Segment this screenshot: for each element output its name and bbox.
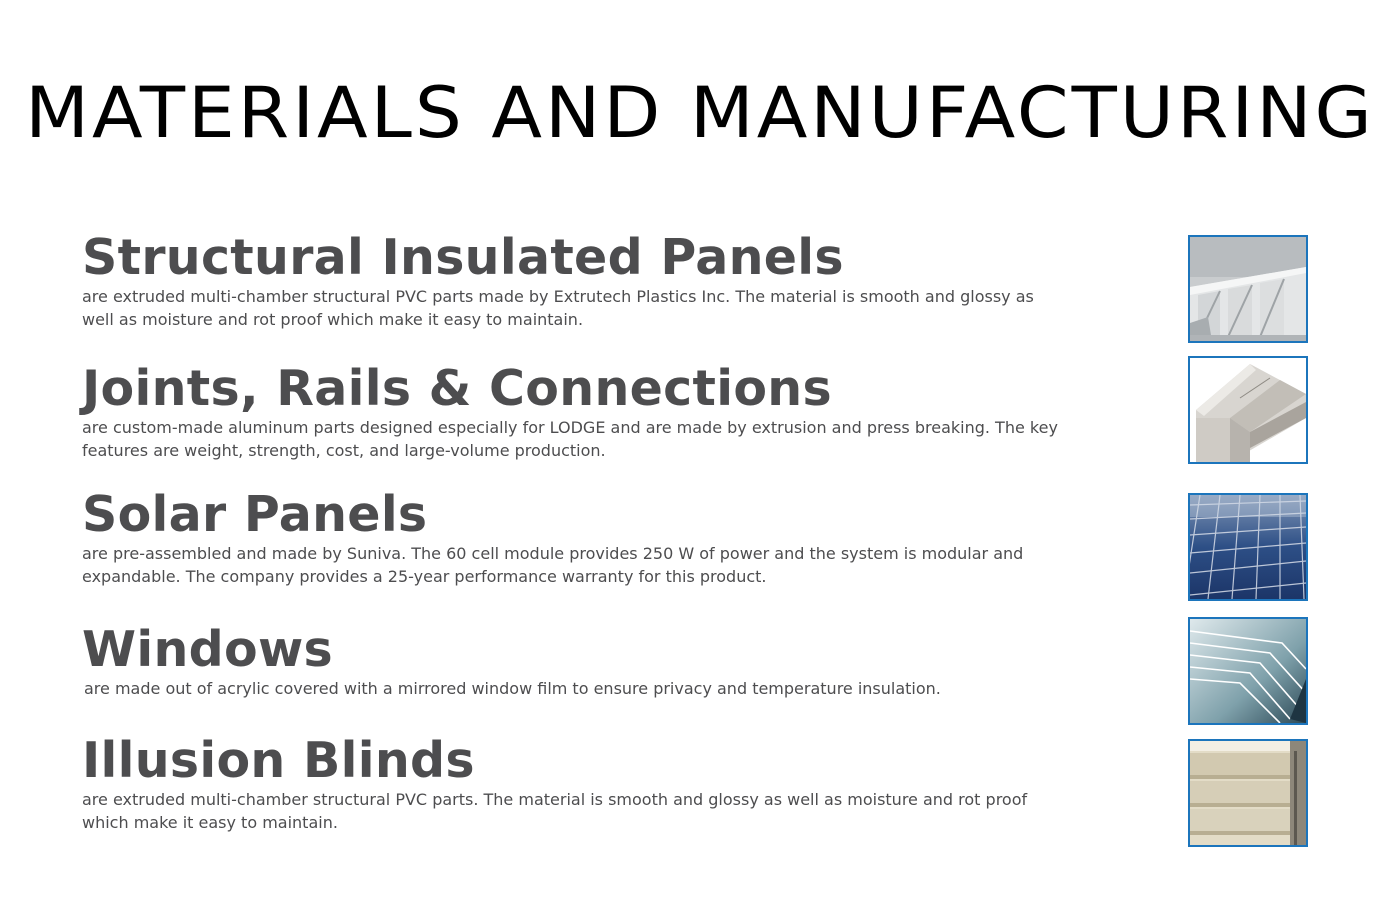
section-joints-rails-connections (82, 361, 1062, 462)
acrylic-sheets-image (1188, 617, 1308, 725)
section-description: are pre-assembled and made by Suniva. The 60 cell module provides 250 W of power and the system is modular and expandable. The company provides a 25-year performance warranty for this product. (82, 544, 1024, 586)
section-heading: Structural Insulated Panels (82, 229, 844, 286)
section-structural-insulated-panels (82, 230, 1062, 331)
section-heading: Illusion Blinds (82, 732, 475, 789)
section-heading: Joints, Rails & Connections (82, 360, 832, 417)
section-description: are custom-made aluminum parts designed especially for LODGE and are made by extrusion and press breaking. The key features are weight, strength, cost, and large-volume production. (82, 418, 1058, 460)
section-heading: Windows (82, 621, 333, 678)
page-title: MATERIALS AND MANUFACTURING (25, 72, 1375, 154)
illusion-blinds-image (1188, 739, 1308, 847)
solar-panel-image (1188, 493, 1308, 601)
section-description: are made out of acrylic covered with a mirrored window film to ensure privacy and temperature insulation. (84, 679, 941, 698)
section-solar-panels (82, 487, 1062, 588)
section-windows (82, 622, 1062, 701)
aluminum-rail-image (1188, 356, 1308, 464)
section-description: are extruded multi-chamber structural PVC parts made by Extrutech Plastics Inc. The material is smooth and glossy as well as moisture and rot proof which make it easy to maintain. (82, 287, 1034, 329)
pvc-panel-profile-image (1188, 235, 1308, 343)
section-description: are extruded multi-chamber structural PVC parts. The material is smooth and glossy as well as moisture and rot proof which make it easy to maintain. (82, 790, 1028, 832)
section-heading: Solar Panels (82, 486, 428, 543)
section-illusion-blinds (82, 733, 1062, 834)
